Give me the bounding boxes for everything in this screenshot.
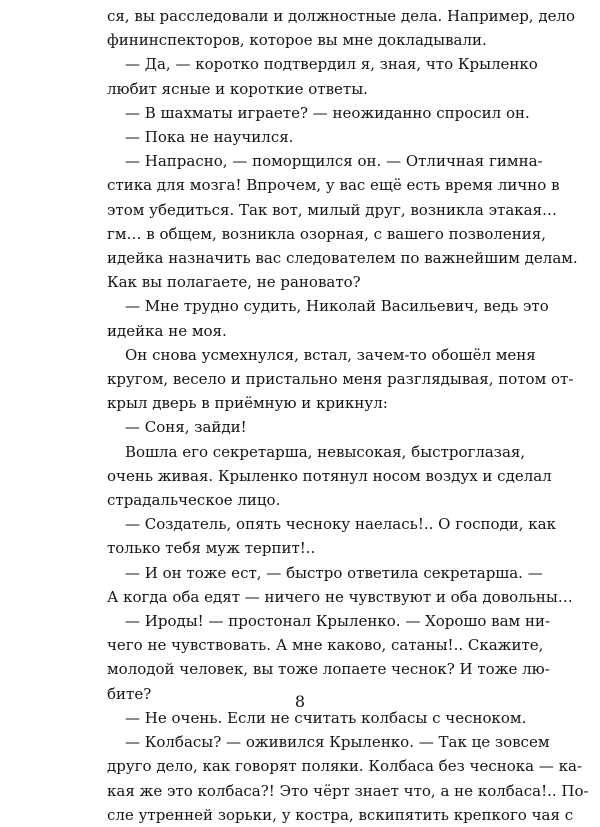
text-line: любит ясные и короткие ответы.	[107, 79, 368, 98]
text-line: очень живая. Крыленко потянул носом воздух и сделал	[107, 466, 552, 485]
text-line: — В шахматы играете? — неожиданно спросил он.	[125, 103, 530, 122]
text-line: — Не очень. Если не считать колбасы с чесноком.	[125, 708, 527, 727]
text-line: кая же это колбаса?! Это чёрт знает что, а не колбаса!.. По-	[107, 781, 589, 800]
text-line: идейка назначить вас следователем по важнейшим делам.	[107, 249, 578, 268]
text-line: сле утренней зорьки, у костра, вскипятить крепкого чая с	[107, 805, 574, 824]
text-line: фининспекторов, которое вы мне докладывали.	[107, 31, 487, 50]
text-line: гм… в общем, возникла озорная, с вашего позволения,	[107, 224, 546, 243]
text-line: — Пока не научился.	[125, 128, 294, 147]
text-line: друго дело, как говорят поляки. Колбаса без чеснока — ка-	[107, 757, 582, 776]
text-line: стика для мозга! Впрочем, у вас ещё есть время лично в	[107, 176, 560, 195]
text-line: кругом, весело и пристально меня разглядывая, потом от-	[107, 370, 574, 389]
text-line: — Ироды! — простонал Крыленко. — Хорошо вам ни-	[125, 612, 551, 631]
text-line: молодой человек, вы тоже лопаете чеснок? И тоже лю-	[107, 660, 550, 679]
text-line: идейка не моя.	[107, 321, 227, 340]
text-line: Как вы полагаете, не рановато?	[107, 273, 361, 292]
text-line: бите?	[107, 684, 152, 703]
text-line: — Мне трудно судить, Николай Васильевич, ведь это	[125, 297, 549, 316]
text-line: страдальческое лицо.	[107, 491, 281, 510]
text-line: — И он тоже ест, — быстро ответила секретарша. —	[125, 563, 543, 582]
text-line: Вошла его секретарша, невысокая, быстроглазая,	[125, 442, 526, 461]
text-line: — Создатель, опять чесноку наелась!.. О господи, как	[125, 515, 556, 534]
text-line: А когда оба едят — ничего не чувствуют и оба довольны…	[107, 587, 573, 606]
page-number: 8	[294, 692, 306, 711]
text-line: Он снова усмехнулся, встал, зачем-то обошёл меня	[125, 345, 536, 364]
text-line: — Соня, зайди!	[125, 418, 247, 437]
text-line: — Колбасы? — оживился Крыленко. — Так це зовсем	[125, 733, 550, 752]
text-line: только тебя муж терпит!..	[107, 539, 316, 558]
text-line: этом убедиться. Так вот, милый друг, возникла этакая…	[107, 200, 558, 219]
text-line: чего не чувствовать. А мне каково, сатаны!.. Скажите,	[107, 636, 544, 655]
text-line: — Да, — коротко подтвердил я, зная, что Крыленко	[125, 55, 538, 74]
text-line: — Напрасно, — поморщился он. — Отличная гимна-	[125, 152, 543, 171]
text-line: крыл дверь в приёмную и крикнул:	[107, 394, 388, 413]
text-line: ся, вы расследовали и должностные дела. Например, дело	[107, 7, 576, 25]
